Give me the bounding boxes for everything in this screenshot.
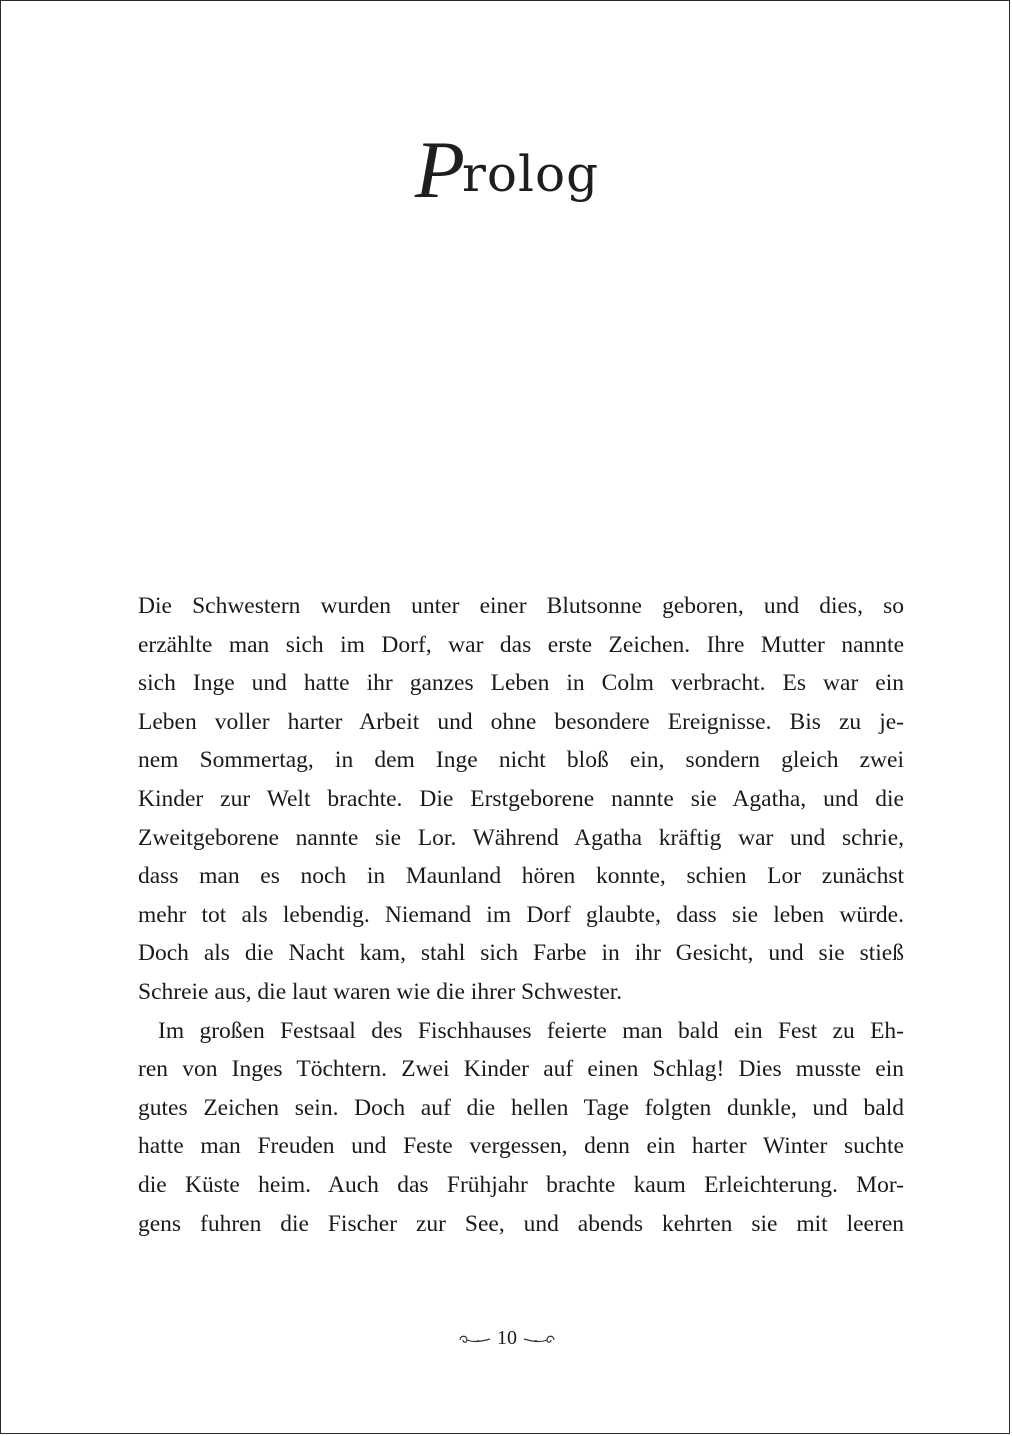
text-line: Im großen Festsaal des Fischhauses feierte man bald ein Fest zu Eh- xyxy=(158,1017,904,1044)
text-line: gutes Zeichen sein. Doch auf die hellen Tage folgten dunkle, und bald xyxy=(138,1094,904,1121)
text-line: Die Schwestern wurden unter einer Blutsonne geboren, und dies, so xyxy=(138,593,904,619)
text-line: sich Inge und hatte ihr ganzes Leben in Colm verbracht. Es war ein xyxy=(138,670,904,697)
text-line: mehr tot als lebendig. Niemand im Dorf glaubte, dass sie leben würde. xyxy=(138,901,904,928)
title-rest: rolog xyxy=(461,145,600,203)
text-line: nem Sommertag, in dem Inge nicht bloß ein, sondern gleich zwei xyxy=(138,747,904,774)
text-line: dass man es noch in Maunland hören konnte, schien Lor zunächst xyxy=(138,863,904,890)
text-line: Doch als die Nacht kam, stahl sich Farbe in ihr Gesicht, und sie stieß xyxy=(138,940,904,967)
chapter-title xyxy=(1,124,1012,215)
text-line: erzählte man sich im Dorf, war das erste Zeichen. Ihre Mutter nannte xyxy=(138,631,904,658)
text-line: die Küste heim. Auch das Frühjahr brachte kaum Erleichterung. Mor- xyxy=(138,1171,904,1198)
text-line: hatte man Freuden und Feste vergessen, denn ein harter Winter suchte xyxy=(138,1133,904,1160)
paragraph-1 xyxy=(138,587,904,1012)
text-line: Leben voller harter Arbeit und ohne besondere Ereignisse. Bis zu je- xyxy=(138,708,904,735)
text-line: Schreie aus, die laut waren wie die ihrer Schwester. xyxy=(138,978,623,1005)
paragraph-2 xyxy=(138,1012,904,1244)
text-line: Kinder zur Welt brachte. Die Erstgeborene nannte sie Agatha, und die xyxy=(138,785,904,812)
page-number: 10 xyxy=(497,1327,517,1349)
text-line: gens fuhren die Fischer zur See, und abends kehrten sie mit leeren xyxy=(138,1210,904,1237)
body-text xyxy=(138,587,904,1243)
ornament-left-icon xyxy=(458,1332,492,1346)
title-initial: P xyxy=(414,124,466,215)
page-footer xyxy=(1,1327,1012,1350)
text-line: Zweitgeborene nannte sie Lor. Während Agatha kräftig war und schrie, xyxy=(138,824,904,851)
ornament-right-icon xyxy=(522,1332,556,1346)
text-line: ren von Inges Töchtern. Zwei Kinder auf einen Schlag! Dies musste ein xyxy=(138,1056,904,1083)
